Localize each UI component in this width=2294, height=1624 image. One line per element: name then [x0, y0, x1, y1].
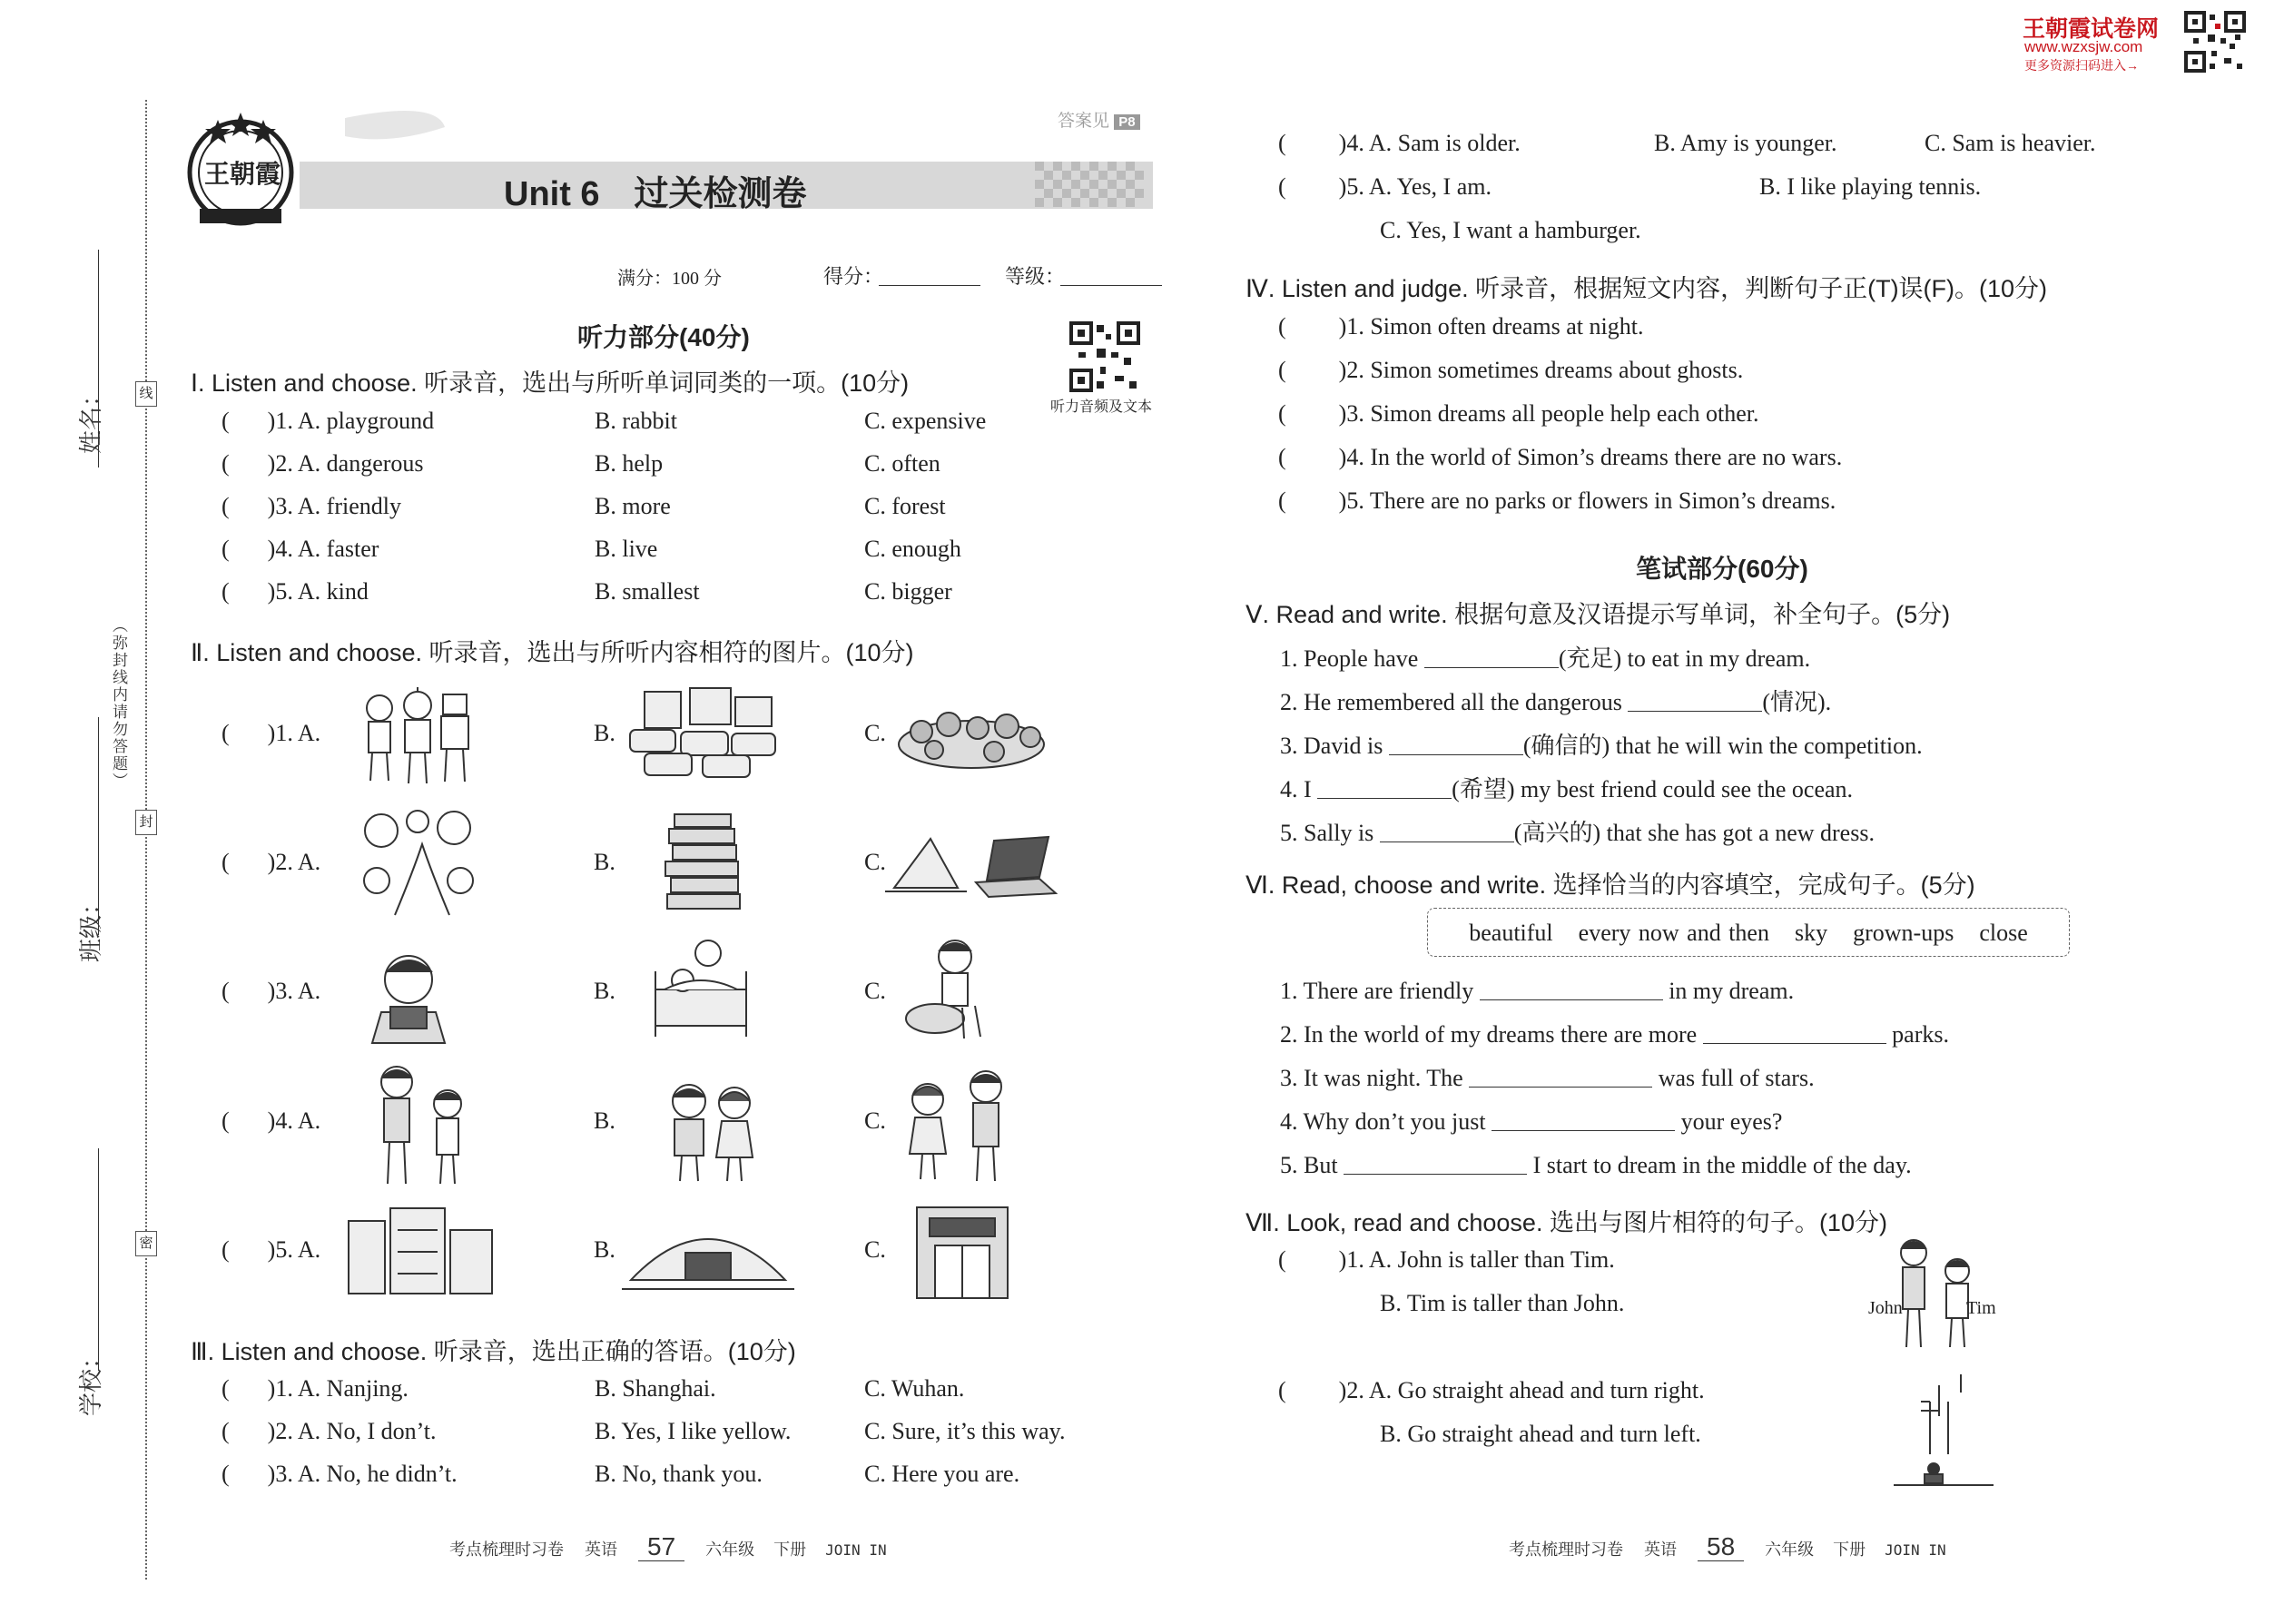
option-b-label[interactable]: B. [594, 1107, 615, 1134]
sentence-start: 2. He remembered all the dangerous [1280, 689, 1622, 715]
two-boys-picture[interactable] [368, 1062, 477, 1189]
option-c[interactable]: C. Wuhan. [864, 1375, 965, 1402]
footer-grade: 六年级 [705, 1540, 755, 1559]
park-path-picture[interactable] [359, 808, 477, 917]
list-item [1278, 173, 1492, 201]
binding-dotted-line [145, 100, 147, 1580]
hint: (情况). [1762, 689, 1832, 715]
answer-paren[interactable]: ( [1278, 487, 1286, 514]
list-item [1278, 400, 1758, 428]
boy-reading-picture[interactable] [363, 949, 463, 1048]
answer-ref-label: 答案见 [1058, 112, 1110, 131]
list-item [1280, 771, 1853, 804]
option-b-label[interactable]: B. [594, 720, 615, 746]
sentence-end: that he will win the competition. [1615, 733, 1923, 759]
list-item [222, 450, 424, 477]
list-item [1278, 130, 1521, 157]
option-c[interactable]: C. Sam is heavier. [1925, 130, 2096, 156]
option-c[interactable]: C. enough [864, 536, 961, 562]
answer-paren[interactable]: ( [222, 1418, 230, 1444]
sentence-start: 4. Why don’t you just [1280, 1108, 1486, 1135]
option-a[interactable]: )4. A. Sam is older. [1338, 130, 1521, 156]
answer-ref [1058, 107, 1140, 132]
listening-header: 听力部分(40分) [577, 323, 750, 351]
left-footer [449, 1532, 887, 1561]
answer-blank[interactable] [1424, 646, 1559, 668]
hint: (充足) [1558, 645, 1622, 672]
word-option: beautiful [1469, 920, 1553, 946]
section2-title: Ⅱ. Listen and choose. 听录音，选出与所听内容相符的图片。(10分) [191, 639, 914, 666]
option-a-label[interactable]: )1. A. [267, 720, 321, 746]
list-item [222, 408, 434, 435]
answer-paren[interactable]: ( [222, 450, 230, 477]
list-item [1280, 684, 1831, 717]
option-c[interactable]: C. forest [864, 493, 946, 519]
answer-page-badge: P8 [1114, 114, 1139, 130]
option-c-label[interactable]: C. [864, 978, 886, 1004]
option-b[interactable]: B. live [595, 536, 658, 562]
sentence-end: my best friend could see the ocean. [1521, 776, 1854, 802]
grade-field[interactable] [1060, 285, 1162, 286]
answer-blank[interactable] [1344, 1153, 1527, 1175]
answer-paren[interactable]: ( [1278, 1246, 1286, 1273]
option-b-label[interactable]: B. [594, 1236, 615, 1263]
page-number: 57 [638, 1532, 684, 1561]
answer-paren[interactable]: ( [1278, 313, 1286, 340]
list-item [222, 578, 369, 605]
list-item [222, 978, 320, 1005]
boy-washing-picture[interactable] [899, 935, 1008, 1044]
sentence-end: I start to dream in the middle of the day. [1532, 1152, 1912, 1178]
answer-paren[interactable]: ( [1278, 444, 1286, 470]
name-line[interactable] [98, 250, 99, 468]
answer-paren[interactable]: ( [222, 1107, 230, 1134]
list-item [1278, 1246, 1615, 1274]
sentence-start: 3. It was night. The [1280, 1065, 1463, 1091]
brand-url[interactable]: www.wzxsjw.com [2024, 38, 2143, 55]
grade-label: 等级： [1005, 265, 1066, 288]
list-item [222, 536, 379, 563]
option-c-label[interactable]: C. [864, 1236, 886, 1263]
girl-boy-picture[interactable] [899, 1067, 1017, 1185]
section5-title: Ⅴ. Read and write. 根据句意及汉语提示写单词，补全句子。(5分) [1245, 601, 1951, 628]
section1-title: Ⅰ. Listen and choose. 听录音，选出与所听单词同类的一项。(10分) [191, 369, 910, 397]
list-item [1278, 444, 1842, 471]
list-item [222, 720, 320, 747]
option-a[interactable]: )1. A. John is taller than Tim. [1338, 1246, 1615, 1273]
answer-paren[interactable]: ( [1278, 1377, 1286, 1403]
seal-note: （弥封线内请勿答题） [110, 617, 127, 790]
option-c[interactable]: C. Sure, it’s this way. [864, 1418, 1066, 1444]
answer-paren[interactable]: ( [1278, 173, 1286, 200]
shop-picture[interactable] [908, 1198, 1017, 1307]
option-a[interactable]: )1. A. playground [267, 408, 435, 434]
answer-paren[interactable]: ( [222, 849, 230, 875]
option-a[interactable]: )2. A. Go straight ahead and turn right. [1338, 1377, 1705, 1403]
john-label: John [1868, 1298, 1903, 1318]
list-item [1280, 1152, 1912, 1179]
answer-blank[interactable] [1317, 777, 1452, 799]
option-a[interactable]: )1. A. Nanjing. [267, 1375, 409, 1402]
footer-subject: 英语 [1644, 1540, 1677, 1559]
traffic-jam-picture[interactable] [626, 683, 781, 782]
option-a[interactable]: )5. A. Yes, I am. [1338, 173, 1492, 200]
option-b-label[interactable]: B. [594, 849, 615, 875]
option-a[interactable]: )3. A. No, he didn’t. [267, 1461, 458, 1487]
logo-medallion [182, 109, 300, 227]
word-option: close [1979, 920, 2028, 946]
list-item [222, 1375, 409, 1403]
name-label: 姓名： [78, 382, 105, 454]
word-option: every now and then [1578, 920, 1769, 946]
sentence-start: 3. David is [1280, 733, 1383, 759]
sentence-start: 1. People have [1280, 645, 1419, 672]
hint: (确信的) [1522, 733, 1610, 759]
list-item [222, 849, 320, 876]
list-item [1280, 978, 1794, 1005]
tim-label: Tim [1966, 1298, 1996, 1318]
answer-blank[interactable] [1469, 1066, 1652, 1088]
page-title: Unit 6 过关检测卷 [504, 175, 807, 213]
sentence-start: 2. In the world of my dreams there are more [1280, 1021, 1698, 1048]
sentence-start: 1. There are friendly [1280, 978, 1474, 1004]
option-b[interactable]: B. Amy is younger. [1654, 130, 1837, 156]
option-a-label[interactable]: )2. A. [267, 849, 321, 875]
statement: )2. Simon sometimes dreams about ghosts. [1338, 357, 1744, 383]
footer-term: 下册 [1833, 1540, 1866, 1559]
list-item [1278, 1377, 1705, 1404]
word-option: grown-ups [1853, 920, 1954, 946]
buildings-picture[interactable] [343, 1203, 497, 1303]
option-b[interactable]: B. help [595, 450, 664, 477]
flowers-picture[interactable] [894, 699, 1049, 772]
answer-paren[interactable]: ( [1278, 357, 1286, 383]
sentence-end: in my dream. [1669, 978, 1795, 1004]
answer-paren[interactable]: ( [222, 578, 230, 605]
list-item [222, 493, 401, 520]
robots-picture[interactable] [354, 685, 481, 790]
option-a[interactable]: )2. A. dangerous [267, 450, 424, 477]
option-b[interactable]: B. smallest [595, 578, 700, 605]
answer-paren[interactable]: ( [222, 408, 230, 434]
john-tim-picture [1888, 1235, 1979, 1353]
footer-edition: JOIN IN [1885, 1541, 1946, 1559]
side-mark-2: 封 [135, 810, 157, 835]
option-b[interactable]: B. No, thank you. [595, 1461, 763, 1487]
answer-paren[interactable]: ( [222, 536, 230, 562]
qr-caption: 听力音频及文本 [1050, 399, 1153, 415]
option-a[interactable]: )3. A. friendly [267, 493, 401, 519]
option-c[interactable]: C. bigger [864, 578, 952, 605]
answer-blank[interactable] [1480, 979, 1663, 1000]
sentence-start: 5. But [1280, 1152, 1338, 1178]
section7-title: Ⅶ. Look, read and choose. 选出与图片相符的句子。(10分) [1245, 1209, 1887, 1236]
books-picture[interactable] [658, 812, 749, 912]
brand-block [2023, 11, 2286, 74]
sentence-end: that she has got a new dress. [1606, 820, 1875, 846]
laptops-picture[interactable] [885, 833, 1058, 906]
statement: )1. Simon often dreams at night. [1338, 313, 1644, 340]
school-line[interactable] [98, 1148, 99, 1371]
side-mark-3: 密 [135, 1231, 157, 1256]
logo-text: 王朝霞 [203, 159, 281, 189]
boy-bed-picture[interactable] [646, 935, 755, 1044]
footer-edition: JOIN IN [825, 1541, 887, 1559]
answer-paren[interactable]: ( [222, 1461, 230, 1487]
sentence-end: your eyes? [1680, 1108, 1783, 1135]
class-line[interactable] [98, 717, 99, 935]
brand-name: 王朝霞试卷网 [2023, 16, 2160, 42]
option-b[interactable]: B. more [595, 493, 671, 519]
word-box [1427, 908, 2070, 957]
sentence-end: parks. [1892, 1021, 1949, 1048]
option-b[interactable]: B. Yes, I like yellow. [595, 1418, 792, 1444]
listening-qr-icon[interactable] [1069, 321, 1140, 392]
option-b[interactable]: B. rabbit [595, 408, 677, 434]
section6-title: Ⅵ. Read, choose and write. 选择恰当的内容填空，完成句子。(5分) [1245, 871, 1975, 899]
option-a[interactable]: )5. A. kind [267, 578, 369, 605]
option-a-label[interactable]: )3. A. [267, 978, 321, 1004]
sentence-start: 4. I [1280, 776, 1312, 802]
list-item [1278, 357, 1743, 384]
score-got-label: 得分： [823, 265, 884, 288]
statement: )4. In the world of Simon’s dreams there are no wars. [1338, 444, 1843, 470]
statement: )3. Simon dreams all people help each other. [1338, 400, 1759, 427]
list-item [1278, 313, 1643, 340]
answer-paren[interactable]: ( [222, 1375, 230, 1402]
option-c-label[interactable]: C. [864, 720, 886, 746]
footer-subject: 英语 [585, 1540, 617, 1559]
list-item [1280, 1065, 1815, 1092]
answer-paren[interactable]: ( [1278, 400, 1286, 427]
option-b-label[interactable]: B. [594, 978, 615, 1004]
hint: (希望) [1452, 776, 1515, 802]
option-b[interactable]: B. Tim is taller than John. [1380, 1290, 1625, 1316]
sentence-end: was full of stars. [1658, 1065, 1815, 1091]
answer-paren[interactable]: ( [222, 493, 230, 519]
brand-qr-icon[interactable] [2184, 11, 2246, 73]
option-c-label[interactable]: C. [864, 849, 886, 875]
section3-title: Ⅲ. Listen and choose. 听录音，选出正确的答语。(10分) [191, 1338, 796, 1365]
footer-grade: 六年级 [1765, 1540, 1815, 1559]
list-item [222, 1107, 320, 1135]
option-c[interactable]: C. expensive [864, 408, 987, 434]
list-item [222, 1461, 458, 1488]
footer-book: 考点梳理时习卷 [1509, 1540, 1623, 1559]
school-label: 学校： [78, 1344, 105, 1416]
stadium-picture[interactable] [622, 1207, 794, 1298]
section4-title: Ⅳ. Listen and judge. 听录音，根据短文内容，判断句子正(T)误(F)。(10分) [1245, 275, 2048, 302]
boy-girl-picture[interactable] [658, 1076, 767, 1185]
answer-blank[interactable] [1389, 733, 1523, 755]
option-c[interactable]: C. Here you are. [864, 1461, 1020, 1487]
list-item [1280, 1021, 1949, 1048]
list-item [1280, 1108, 1782, 1136]
option-b[interactable]: B. I like playing tennis. [1759, 173, 1982, 200]
option-c-label[interactable]: C. [864, 1107, 886, 1134]
side-mark-1: 线 [135, 381, 157, 407]
writing-header: 笔试部分(60分) [1636, 555, 1808, 583]
answer-paren[interactable]: ( [222, 1236, 230, 1263]
list-item [1278, 487, 1836, 515]
list-item [222, 1236, 320, 1264]
score-got-field[interactable] [879, 285, 980, 286]
answer-blank[interactable] [1380, 821, 1514, 842]
list-item [222, 1418, 437, 1445]
option-c[interactable]: C. Yes, I want a hamburger. [1380, 217, 1641, 243]
answer-blank[interactable] [1628, 690, 1762, 712]
option-a[interactable]: )2. A. No, I don’t. [267, 1418, 437, 1444]
page-number: 58 [1698, 1532, 1744, 1561]
answer-paren[interactable]: ( [222, 720, 230, 746]
answer-blank[interactable] [1492, 1109, 1675, 1131]
option-a-label[interactable]: )4. A. [267, 1107, 321, 1134]
answer-paren[interactable]: ( [1278, 130, 1286, 156]
footer-term: 下册 [773, 1540, 807, 1559]
answer-paren[interactable]: ( [222, 978, 230, 1004]
answer-blank[interactable] [1703, 1022, 1886, 1044]
list-item [1280, 640, 1810, 674]
sentence-end: to eat in my dream. [1627, 645, 1811, 672]
sentence-start: 5. Sally is [1280, 820, 1374, 846]
score-total: 满分：100 分 [617, 269, 722, 289]
list-item [1280, 727, 1923, 761]
list-item [1280, 814, 1875, 848]
brand-slogan: 更多资源扫码进入→ [2024, 58, 2139, 73]
directions-map-picture [1888, 1371, 1997, 1489]
option-c[interactable]: C. often [864, 450, 940, 477]
option-a[interactable]: )4. A. faster [267, 536, 379, 562]
right-footer [1509, 1532, 1946, 1561]
hint: (高兴的) [1513, 820, 1601, 846]
statement: )5. There are no parks or flowers in Simon’s dreams. [1338, 487, 1836, 514]
class-label: 班级： [78, 891, 105, 962]
option-a-label[interactable]: )5. A. [267, 1236, 321, 1263]
option-b[interactable]: B. Go straight ahead and turn left. [1380, 1421, 1701, 1447]
option-b[interactable]: B. Shanghai. [595, 1375, 716, 1402]
footer-book: 考点梳理时习卷 [449, 1540, 564, 1559]
word-option: sky [1794, 920, 1828, 946]
